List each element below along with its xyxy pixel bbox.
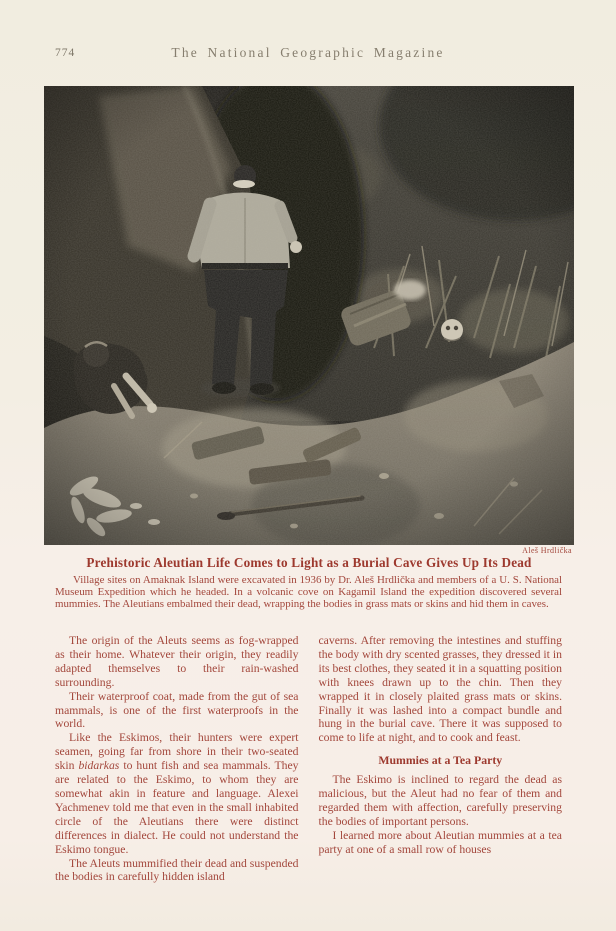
paragraph: I learned more about Aleutian mummies at a tea party at one of a small row of houses [318,828,562,856]
burial-cave-photo-art [44,86,574,545]
paragraph: The Eskimo is inclined to regard the dead as malicious, but the Aleut had no fear of them and regarded them with affection, carefully preserving the bodies of important persons. [318,773,562,828]
photo-credit: Aleš Hrdlička [522,546,572,555]
section-heading: Mummies at a Tea Party [378,753,503,768]
caption-text: Village sites on Amaknak Island were excavated in 1936 by Dr. Aleš Hrdlička and members of a U. S. National Museum Expedition which he headed. In a volcanic cove on Kagamil Island the expedition discovered several mummies. The Aleutians embalmed their dead, wrapping the bodies in grass mats or skins and hid them in caves. [55,574,562,611]
italic-term: bidarkas [78,759,120,773]
paragraph: caverns. After removing the intestines and stuffing the body with dry scented grasses, they dressed it in its best clothes, they seated it in a squatting position with knees drawn up to the chin. Then they wrapped it in closely plaited grass mats or skins. Finally it was lashed into a compact bundle and hung in the burial cave. There it was supposed to come to life at night, and to cook and feast. [318,634,562,745]
paragraph: Their waterproof coat, made from the gut of sea mammals, is one of the first waterproofs in the world. [55,689,299,731]
article-columns [55,634,562,884]
paragraph: The Aleuts mummified their dead and suspended the bodies in carefully hidden island [55,856,299,884]
caption-title: Prehistoric Aleutian Life Comes to Light as a Burial Cave Gives Up Its Dead [86,555,532,570]
burial-cave-photo [44,86,574,545]
left-column [55,634,299,884]
paragraph [55,731,299,856]
paragraph: The origin of the Aleuts seems as fog-wrapped as their home. Whatever their origin, they readily adapted themselves to their rain-washed surrounding. [55,634,299,689]
paragraph-text: Like the Eskimos, their hunters were expert seamen, going far from shore in their two-seated skin [55,731,299,773]
paragraph-text: to hunt fish and sea mammals. They are related to the Eskimo, to whom they are somewhat akin in feature and language. Alexei Yachmenev told me that even in the small inhabited circle of the Aleutians there were distinct differences in dialect. He could not understand the Eskimo tongue. [55,759,299,856]
magazine-title: The National Geographic Magazine [171,45,445,60]
right-column [319,634,563,884]
page-number: 774 [55,47,76,59]
